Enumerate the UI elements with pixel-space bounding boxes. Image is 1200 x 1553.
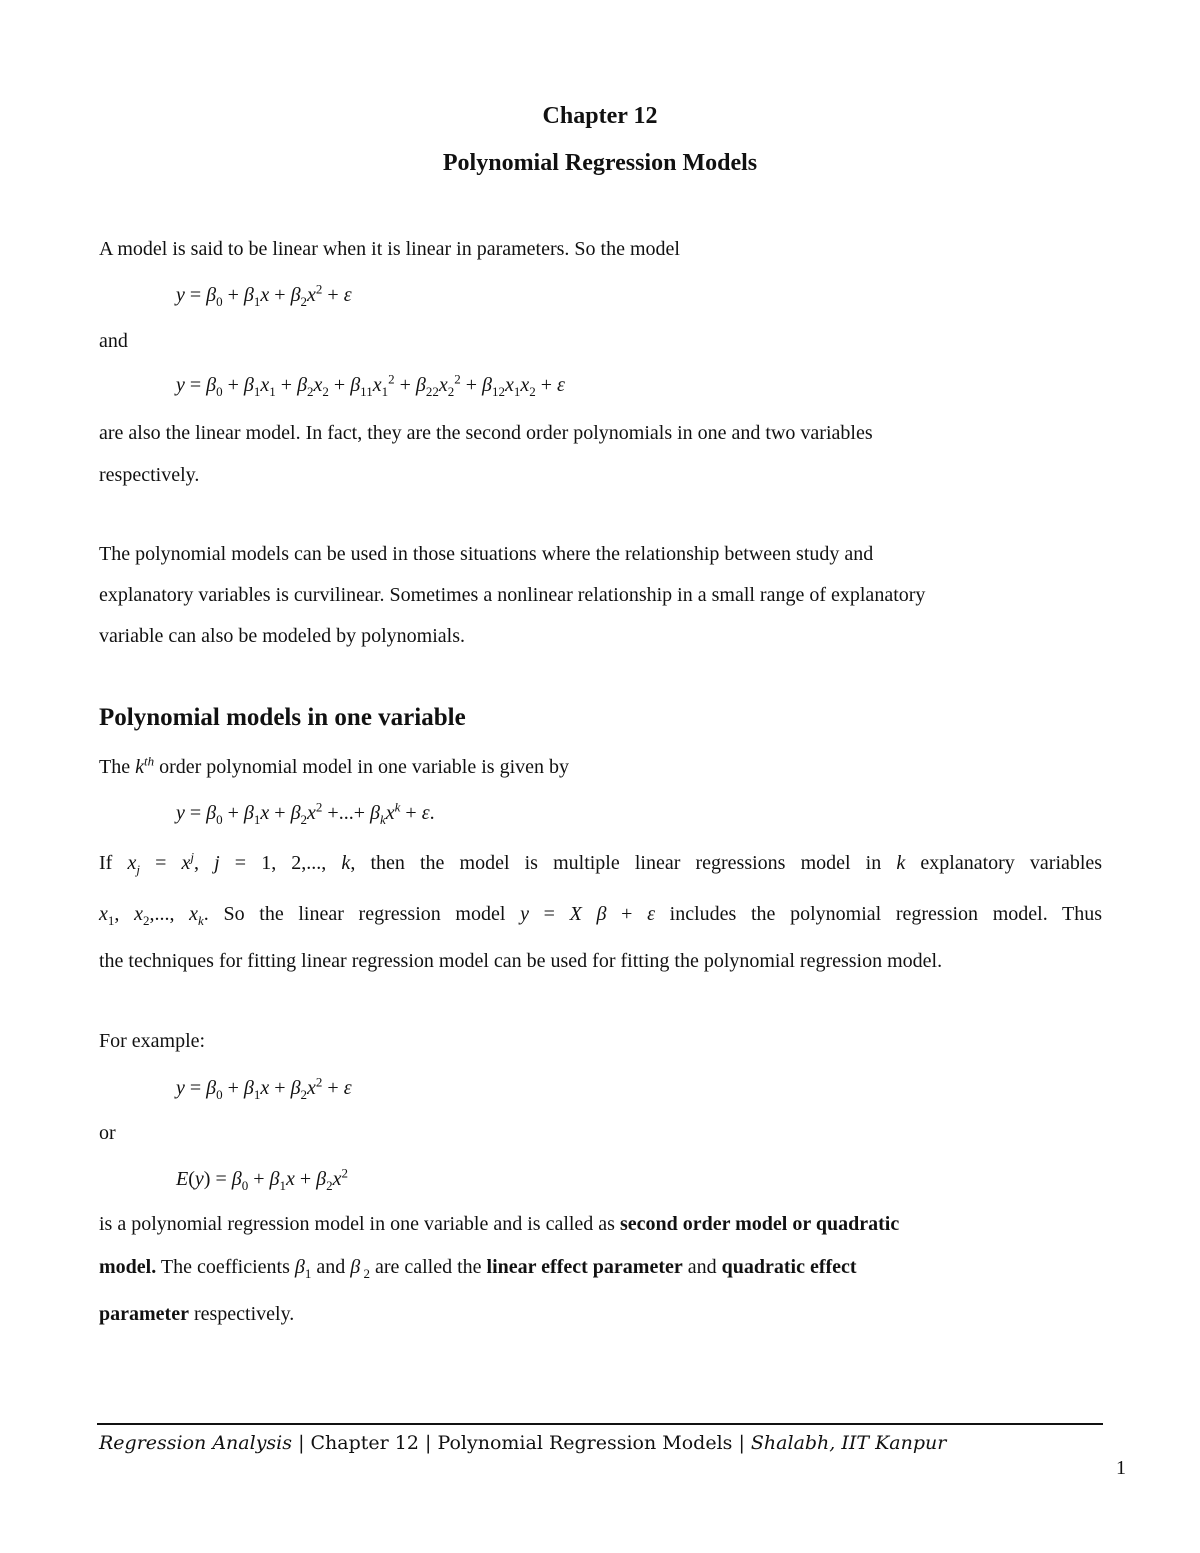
bold-term: linear effect parameter <box>486 1256 683 1278</box>
equation-expectation: $E(y) = \beta_0 + \beta_1x + \beta_2x^2$ <box>176 1165 348 1193</box>
page-title: Polynomial Regression Models <box>442 150 758 176</box>
equation-kth-order: $y = \beta_0 + \beta_1x + \beta_2x^2$ +...+ $\beta_kx^k + \varepsilon$. <box>176 799 435 827</box>
footer-chapter: Chapter 12 <box>310 1432 419 1454</box>
text-fragment: explanatory variables <box>920 852 1103 874</box>
text-fragment: includes the polynomial regression model. Thus <box>669 903 1103 925</box>
paragraph-line: $x_1$, $x_2$,..., $x_k$. So the linear regression model y = X β + ε includes the polynomial regression model. Thus <box>99 903 1103 928</box>
footer-divider <box>97 1423 1103 1425</box>
text-fragment: The coefficients <box>160 1256 290 1278</box>
footer-author: Shalabh, IIT Kanpur <box>750 1432 947 1454</box>
paragraph-line: If $x_j = x^j$, j = 1, 2,..., k, then the model is multiple linear regressions model in k explanatory variables <box>99 849 1103 877</box>
paragraph-line: The $k^{th}$ order polynomial model in one variable is given by <box>99 753 570 778</box>
text-fragment: The <box>99 756 131 778</box>
text-fragment: and <box>316 1256 346 1278</box>
equation-example: $y = \beta_0 + \beta_1x + \beta_2x^2 + \varepsilon$ <box>176 1074 352 1102</box>
or-text: or <box>99 1122 116 1144</box>
text-fragment: and <box>687 1256 717 1278</box>
footer-separator: | <box>738 1432 745 1454</box>
footer-topic: Polynomial Regression Models <box>437 1432 733 1454</box>
paragraph-line: the techniques for fitting linear regression model can be used for fitting the polynomial regression model. <box>99 950 943 972</box>
bold-term: quadratic effect <box>721 1256 857 1278</box>
footer-separator: | <box>425 1432 432 1454</box>
text-fragment: is a polynomial regression model in one variable and is called as <box>99 1213 615 1235</box>
text-fragment: So the linear regression model <box>223 903 506 925</box>
and-text: and <box>99 330 128 352</box>
paragraph-line: The polynomial models can be used in those situations where the relationship between study and <box>99 543 874 565</box>
paragraph-line: respectively. <box>99 464 200 486</box>
paragraph-line <box>99 1303 294 1326</box>
paragraph-line: model. The coefficients $\beta_1$ and β $_2$ are called the linear effect parameter and quadratic effect <box>99 1256 857 1281</box>
footer <box>99 1432 946 1454</box>
footer-book-title: Regression Analysis <box>99 1432 293 1454</box>
equation-quadratic: $y = \beta_0 + \beta_1x + \beta_2x^2 + \varepsilon$ <box>176 281 352 309</box>
paragraph-line: For example: <box>99 1030 206 1052</box>
text-fragment: If <box>99 852 113 874</box>
paragraph-line: explanatory variables is curvilinear. Sometimes a nonlinear relationship in a small range of explanatory <box>99 584 926 606</box>
text-fragment: are called the <box>374 1256 482 1278</box>
intro-paragraph: A model is said to be linear when it is linear in parameters. So the model <box>99 238 680 260</box>
equation-two-variable: $y = \beta_0 + \beta_1x_1 + \beta_2x_2 + \beta_{11}x_1^2 + \beta_{22}x_2^2 + \beta_{12}x_1x_2 + \varepsilon$ <box>176 371 565 399</box>
chapter-number: Chapter 12 <box>542 103 658 129</box>
bold-term: parameter <box>99 1303 189 1325</box>
text-fragment: order polynomial model in one variable is given by <box>159 756 570 778</box>
page-number: 1 <box>1116 1457 1126 1479</box>
bold-term: model. <box>99 1256 157 1278</box>
paragraph-line: are also the linear model. In fact, they are the second order polynomials in one and two variables <box>99 422 873 444</box>
footer-separator: | <box>298 1432 305 1454</box>
text-fragment: respectively. <box>188 1303 295 1325</box>
section-heading: Polynomial models in one variable <box>99 704 466 731</box>
paragraph-line <box>99 1213 899 1236</box>
paragraph-line: variable can also be modeled by polynomials. <box>99 625 466 647</box>
text-fragment: then the model is multiple linear regressions model in <box>370 852 882 874</box>
bold-term: second order model or quadratic <box>619 1213 900 1235</box>
